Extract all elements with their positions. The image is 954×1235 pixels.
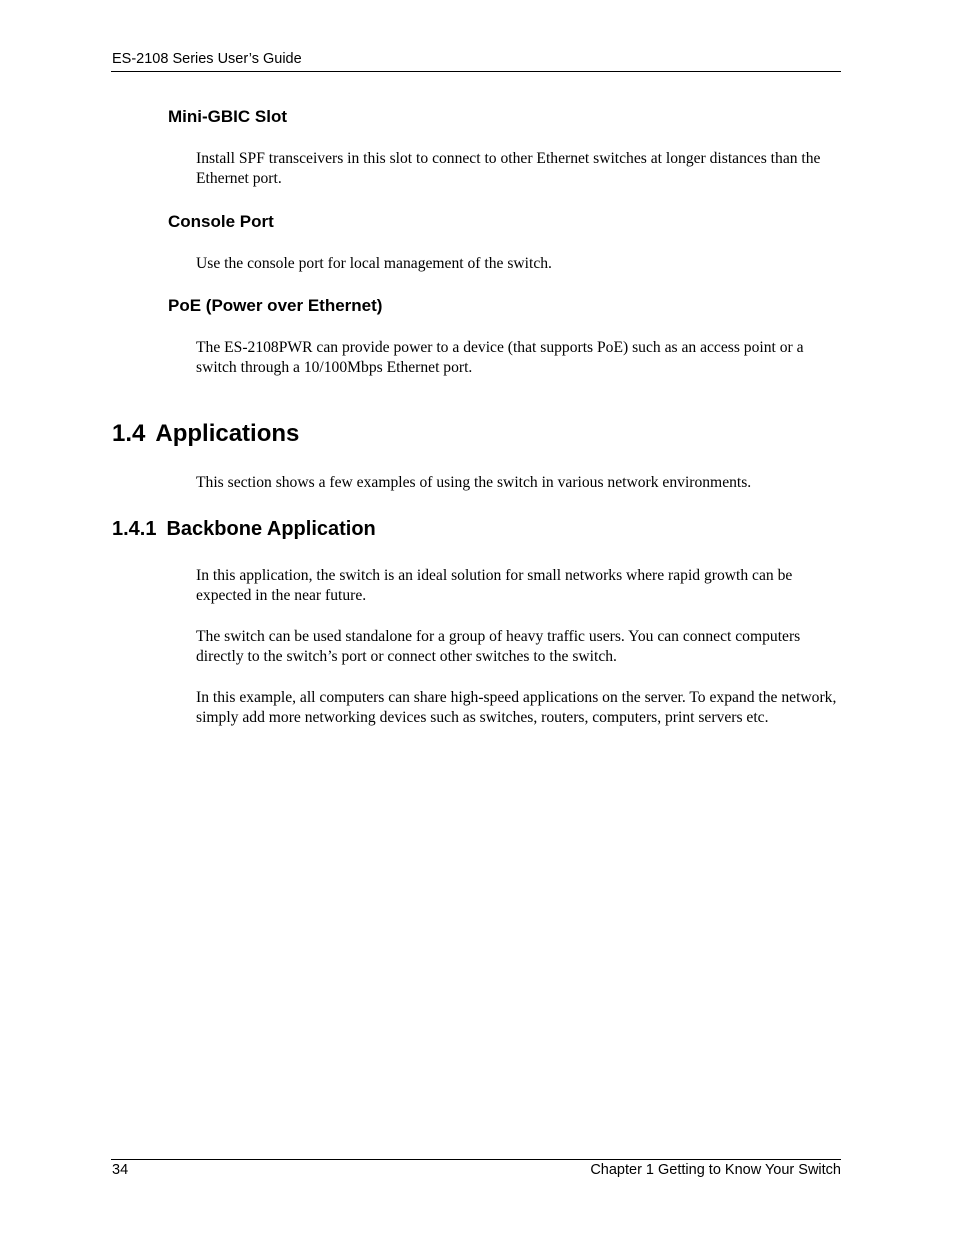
mini-gbic-paragraph: Install SPF transceivers in this slot to connect to other Ethernet switches at longer distances than the Ethernet port. [196,150,821,188]
applications-paragraph: This section shows a few examples of using the switch in various network environments. [196,474,752,491]
applications-heading [112,420,299,448]
backbone-paragraph-2: The switch can be used standalone for a group of heavy traffic users. You can connect computers directly to the switch’s port or connect other switches to the switch. [196,628,801,666]
section-title: Applications [155,420,300,447]
chapter-title: Chapter 1 Getting to Know Your Switch [590,1162,841,1178]
header-divider [111,71,841,72]
backbone-paragraph-3: In this example, all computers can share high-speed applications on the server. To expand the network, simply add more networking devices such as switches, routers, computers, print servers etc. [196,689,837,727]
section-number: 1.4 [112,420,146,447]
console-port-heading: Console Port [168,212,274,231]
backbone-heading [112,518,376,541]
backbone-paragraph-1: In this application, the switch is an ideal solution for small networks where rapid growth can be expected in the near future. [196,567,793,605]
mini-gbic-heading: Mini-GBIC Slot [168,107,287,126]
poe-heading: PoE (Power over Ethernet) [168,296,383,315]
running-header: ES-2108 Series User’s Guide [112,51,302,67]
subsection-number: 1.4.1 [112,518,157,540]
page-number: 34 [112,1162,129,1178]
console-port-paragraph: Use the console port for local management of the switch. [196,255,552,272]
poe-paragraph: The ES-2108PWR can provide power to a device (that supports PoE) such as an access point or a switch through a 10/100Mbps Ethernet port. [196,339,804,377]
footer-divider [111,1159,841,1160]
subsection-title: Backbone Application [166,518,376,540]
